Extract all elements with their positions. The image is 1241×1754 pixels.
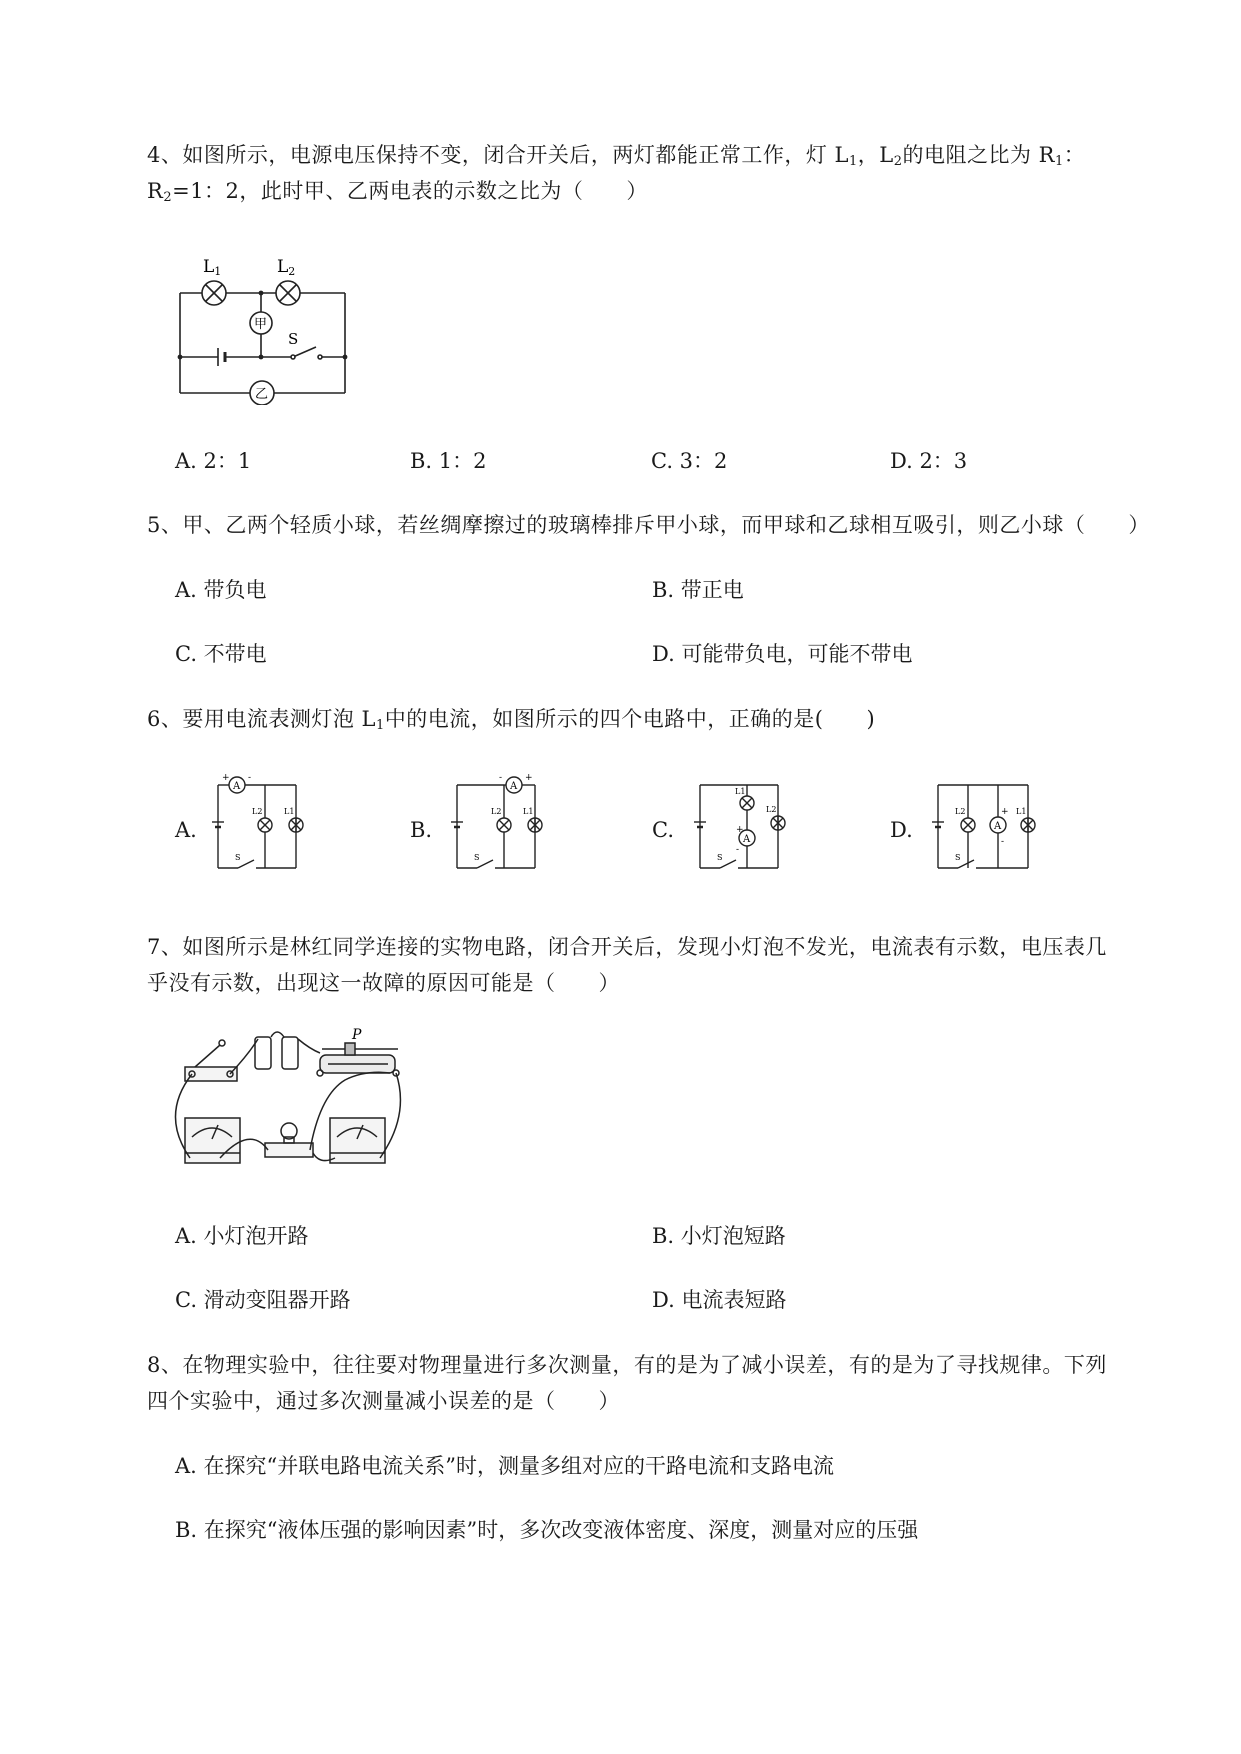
q8-option-b[interactable]: B. 在探究“液体压强的影响因素”时，多次改变液体密度、深度，测量对应的压强 <box>175 1518 919 1542</box>
svg-text:L1: L1 <box>735 787 746 796</box>
svg-text:L1: L1 <box>523 807 534 816</box>
q6-circuit-b <box>447 770 552 880</box>
svg-text:+: + <box>222 773 230 783</box>
q4-meter-jia: 甲 <box>254 317 268 332</box>
q8-text-line2: 四个实验中，通过多次测量减小误差的是（ ） <box>147 1389 620 1413</box>
q5-option-c[interactable]: C. 不带电 <box>175 642 267 666</box>
svg-text:+: + <box>525 773 533 783</box>
q7-option-d[interactable]: D. 电流表短路 <box>652 1288 787 1312</box>
svg-text:A: A <box>510 781 518 792</box>
svg-text:A: A <box>233 781 241 792</box>
q7-text-line2: 乎没有示数，出现这一故障的原因可能是（ ） <box>147 971 620 995</box>
q7-option-b[interactable]: B. 小灯泡短路 <box>652 1224 786 1248</box>
q4-circuit-figure <box>170 250 360 405</box>
q5-text: 5、甲、乙两个轻质小球，若丝绸摩擦过的玻璃棒排斥甲小球，而甲球和乙球相互吸引，则乙小球（ ） <box>147 513 1150 537</box>
q8-text-line1: 8、在物理实验中，往往要对物理量进行多次测量，有的是为了减小误差，有的是为了寻找规律。下列 <box>147 1353 1107 1377</box>
q5-option-b[interactable]: B. 带正电 <box>652 578 744 602</box>
q6-text: 6、要用电流表测灯泡 $L_1$中的电流，如图所示的四个电路中，正确的是( ) <box>147 707 876 733</box>
q7-text-line1: 7、如图所示是林红同学连接的实物电路，闭合开关后，发现小灯泡不发光，电流表有示数，电压表几 <box>147 935 1107 959</box>
q7-slider-label: P <box>352 1027 362 1043</box>
q7-option-a[interactable]: A. 小灯泡开路 <box>175 1224 309 1248</box>
svg-text:+: + <box>736 825 744 835</box>
svg-text:L2: L2 <box>252 807 263 816</box>
svg-text:S: S <box>474 853 480 862</box>
svg-text:A: A <box>994 821 1002 832</box>
q4-text-line1: 4、如图所示，电源电压保持不变，闭合开关后，两灯都能正常工作，灯 $L_1$，$L_2$的电阻之比为 $R_1$： <box>147 143 1086 169</box>
svg-text:L2: L2 <box>766 805 777 814</box>
q4-option-a[interactable]: A. 2：1 <box>175 449 252 473</box>
svg-text:-: - <box>736 845 740 855</box>
q4-option-d[interactable]: D. 2：3 <box>890 449 968 473</box>
q4-lamp2-label: L2 <box>277 257 296 278</box>
q4-lamp1-label: L1 <box>203 257 222 278</box>
q6-circuit-a <box>208 770 313 880</box>
q6-option-c[interactable]: C. <box>652 818 674 842</box>
svg-text:A: A <box>743 834 751 845</box>
q4-meter-yi: 乙 <box>255 387 269 402</box>
q6-option-a[interactable]: A. <box>175 818 197 842</box>
q4-option-b[interactable]: B. 1：2 <box>410 449 487 473</box>
svg-text:S: S <box>235 853 241 862</box>
svg-text:-: - <box>248 773 252 783</box>
svg-text:L2: L2 <box>955 807 966 816</box>
q4-text-line2: $R_2=1$：2，此时甲、乙两电表的示数之比为（ ） <box>147 179 648 205</box>
svg-text:L1: L1 <box>1016 807 1027 816</box>
svg-text:S: S <box>955 853 961 862</box>
q7-physical-circuit-figure <box>170 1025 410 1175</box>
q4-switch-label: S <box>288 330 299 348</box>
svg-text:L2: L2 <box>491 807 502 816</box>
q5-option-a[interactable]: A. 带负电 <box>175 578 267 602</box>
svg-text:-: - <box>499 773 503 783</box>
svg-text:S: S <box>717 853 723 862</box>
q8-option-a[interactable]: A. 在探究“并联电路电流关系”时，测量多组对应的干路电流和支路电流 <box>175 1454 834 1478</box>
q5-option-d[interactable]: D. 可能带负电，可能不带电 <box>652 642 913 666</box>
q6-circuit-d <box>928 770 1048 880</box>
svg-text:L1: L1 <box>284 807 295 816</box>
svg-text:+: + <box>1001 807 1009 817</box>
q4-option-c[interactable]: C. 3：2 <box>651 449 728 473</box>
svg-text:-: - <box>1001 837 1005 847</box>
q6-option-d[interactable]: D. <box>890 818 913 842</box>
q6-circuit-c <box>690 770 795 880</box>
q7-option-c[interactable]: C. 滑动变阻器开路 <box>175 1288 351 1312</box>
q6-option-b[interactable]: B. <box>410 818 433 842</box>
